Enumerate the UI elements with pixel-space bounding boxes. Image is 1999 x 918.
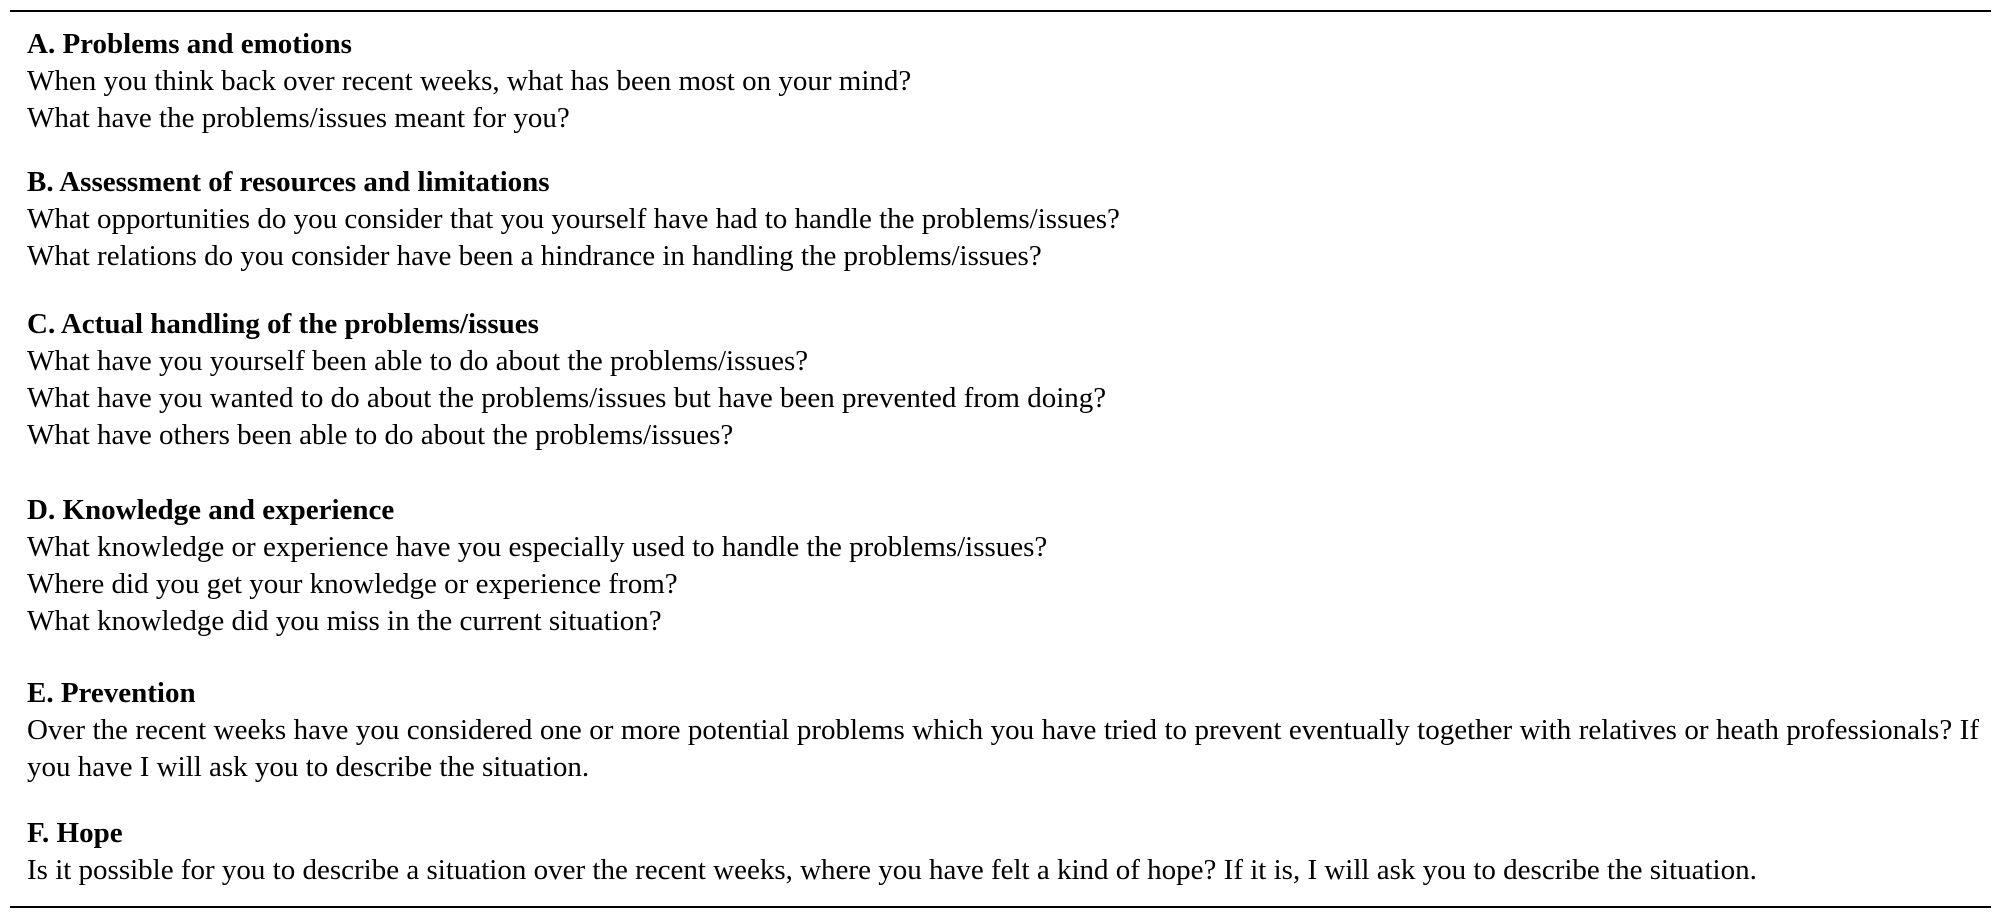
- section-assessment-of-resources: [27, 164, 1979, 275]
- top-rule: [10, 10, 1991, 12]
- question-line: What have the problems/issues meant for you?: [27, 102, 570, 134]
- question-line: What knowledge did you miss in the current situation?: [27, 605, 662, 637]
- question-line: What have you wanted to do about the problems/issues but have been prevented from doing?: [27, 382, 1107, 414]
- section-heading: C. Actual handling of the problems/issues: [27, 308, 539, 340]
- section-heading: D. Knowledge and experience: [27, 494, 395, 526]
- question-line: What knowledge or experience have you especially used to handle the problems/issues?: [27, 531, 1048, 563]
- section-hope: [27, 815, 1979, 889]
- question-line: What relations do you consider have been a hindrance in handling the problems/issues?: [27, 240, 1042, 272]
- section-heading: A. Problems and emotions: [27, 28, 352, 60]
- section-problems-and-emotions: [27, 26, 1979, 137]
- question-line: What opportunities do you consider that you yourself have had to handle the problems/issues?: [27, 203, 1120, 235]
- section-heading: F. Hope: [27, 817, 123, 849]
- question-line: Where did you get your knowledge or experience from?: [27, 568, 678, 600]
- section-knowledge-and-experience: [27, 492, 1979, 640]
- section-heading: B. Assessment of resources and limitations: [27, 166, 550, 198]
- section-heading: E. Prevention: [27, 677, 196, 709]
- section-actual-handling: [27, 306, 1979, 454]
- question-line: What have you yourself been able to do about the problems/issues?: [27, 345, 809, 377]
- section-prevention: [27, 675, 1979, 786]
- question-line: Is it possible for you to describe a situation over the recent weeks, where you have felt a kind of hope? If it is, I will ask you to describe the situation.: [27, 854, 1757, 886]
- question-line: What have others been able to do about the problems/issues?: [27, 419, 734, 451]
- question-paragraph: Over the recent weeks have you considered one or more potential problems which you have tried to prevent eventually together with relatives or heath professionals? If you have I will ask you to describe the situation.: [27, 714, 1979, 783]
- bottom-rule: [10, 906, 1991, 908]
- question-line: When you think back over recent weeks, what has been most on your mind?: [27, 65, 912, 97]
